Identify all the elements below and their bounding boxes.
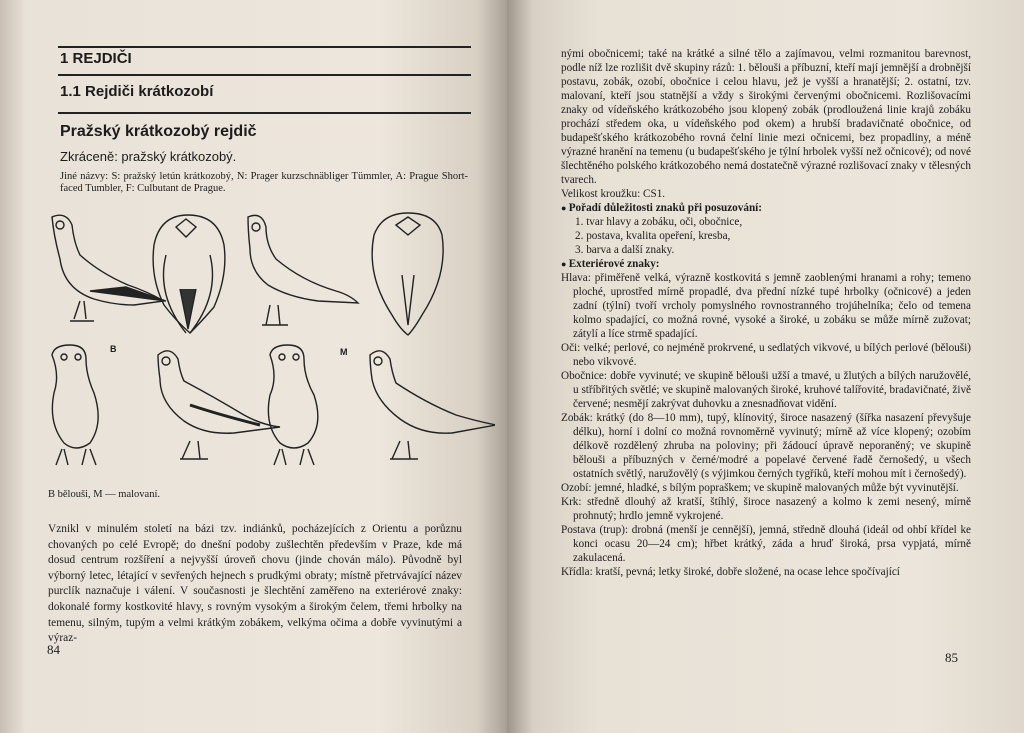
exterior-heading: ● Exteriérové znaky: <box>561 257 971 271</box>
trait-neck: Krk: středně dlouhý až kratší, štíhlý, široce nasazený a kolmo k zemi nesený, mírně prohnutý; hrdlo jemně vykrojené. <box>561 496 971 522</box>
pigeon-illustrations <box>30 205 495 475</box>
pigeon-front-2 <box>52 345 98 465</box>
trait-beak: Zobák: krátký (do 8—10 mm), tupý, klínovitý, široce nasazený (šířka nasazení převyšuje délku), horní i dolní co možná rovnoměrně vyvinutý; mírně až více klopený; ozobím délkově rozdělený zhruba na poloviny; při žádoucí úpravě neporaněný; ve skupině bělouši a příbuzných v černé/modré a popelavé červené řadě černošedý, u všech ostatních světlý, naružovělý (s výjimkou černých tygříků, kteří mohou mít i černošedý). <box>561 412 971 480</box>
ring-size: Velikost kroužku: CS1. <box>561 188 666 200</box>
figure-label-m: M <box>340 347 348 357</box>
top-rule <box>58 46 471 48</box>
order-heading: ● Pořadí důležitosti znaků při posuzování: <box>561 201 971 215</box>
short-name: Zkráceně: pražský krátkozobý. <box>60 149 237 164</box>
pigeon-front-1 <box>153 215 225 333</box>
section-heading: 1.1 Rejdiči krátkozobí <box>60 83 214 100</box>
pigeon-side-3 <box>158 351 280 459</box>
breed-title: Pražský krátkozobý rejdič <box>60 123 257 140</box>
page-number-left: 84 <box>47 642 60 657</box>
trait-eyes: Oči: velké; perlové, co nejméně prokrvené, u sedlatých vikvové, u bílých perlové (bělouši) nebo vikvové. <box>561 342 971 368</box>
trait-body: Postava (trup): drobná (menší je cennější), jemná, středně dlouhá (ideál od ohbí křídel ke konci ocasu 20—24 cm); hřbet krátký, záda a hruď široká, prsa vypjatá, mírně zakulacená. <box>561 524 971 564</box>
pigeon-back-1 <box>372 213 443 335</box>
figure-label-b: B <box>110 344 117 354</box>
figure-caption: B bělouši, M — malovaní. <box>48 489 160 500</box>
order-item: 3. barva a další znaky. <box>575 244 675 256</box>
pigeon-side-2 <box>248 215 358 325</box>
rule-3 <box>58 112 471 114</box>
chapter-heading: 1 REJDIČI <box>60 50 132 67</box>
pigeon-side-1 <box>52 215 166 321</box>
pigeon-side-4 <box>370 351 495 459</box>
trait-head: Hlava: přiměřeně velká, výrazně kostkovitá s jemně zaoblenými hranami a rohy; temeno ploché, uprostřed mírně propadlé, dva přední nízké tupé hrbolky (očnicové) a jeden zadní (týlní) tvoří vrcholy pomyslného rovnostranného trojúhelníka; čelo od temena kolmo spadající, co možná rovné, vysoké a široké, u zobáku se může mírně zužovat; zátylí a líce strmě spadající. <box>561 272 971 340</box>
body-text-left: Vznikl v minulém století na bázi tzv. indiánků, pocházejících z Orientu a porůznu chovaných po celé Evropě; do dnešní podoby zušlechtěn především v Praze, kde má dosud centrum rozšíření a nejvyšší úroveň chovu (jinde chován málo). Původně byl výborný letec, létající v sevřených hejnech s prudkými obraty; místně přetrvávající název purclík naznačuje i válení. V současnosti je šlechtění zaměřeno na exteriérové znaky: dokonalé formy kostkovité hlavy, s rovným vysokým a širokým čelem, třemi hrbolky na temenu, silným, tupým a velmi krátkým zobákem, velkýma očima a dobře vyvinutými a výraz- <box>48 523 462 645</box>
right-page <box>507 0 1024 733</box>
pigeon-front-3 <box>268 345 317 465</box>
other-names: Jiné názvy: S: pražský letún krátkozobý, N: Prager kurzschnäbliger Tümmler, A: Prague Short-faced Tumbler, F: Culbutant de Prague. <box>60 171 468 194</box>
left-page <box>0 0 507 733</box>
right-text-column <box>561 47 971 579</box>
order-item: 1. tvar hlavy a zobáku, oči, obočnice, <box>575 216 743 228</box>
intro-paragraph: nými obočnicemi; také na krátké a silné tělo a zajímavou, velmi rozmanitou barevnost, podle níž lze rozlišit dvě skupiny rázů: 1. bělouši a příbuzní, kteří mají jemnější a drobnější postavu, zobák, ozobí, obočnice i celou hlavu, jež je vyšší a hranatější; 2. ostatní, tzv. malovaní, kteří jsou statnější a vždy s širokými červenými obočnicemi. Rozlišovacími znaky od vídeňského krátkozobého jsou klopený zobák (prodloužená linie krajů zobáku prochází středem oka, u vídeňského pod okem) a hrubší bradavičnaté obočnice, od budapešťského krátkozobého rovná čelní linie mezi očnicemi, bez propadliny, a méně výrazné hranění na temenu (u budapešťského je týlní hrbolek vyšší než očnicové); od nové šlechtěného polského krátkozobého nemá dostatečně výrazné rozlišovací znaky v tělesných tvarech. <box>561 48 971 186</box>
trait-wattle: Ozobí: jemné, hladké, s bílým popraškem; ve skupině malovaných může být vyvinutější. <box>561 482 959 494</box>
trait-wings: Křídla: kratší, pevná; letky široké, dobře složené, na ocase lehce spočívající <box>561 566 900 578</box>
rule-2 <box>58 74 471 76</box>
trait-ceres: Obočnice: dobře vyvinuté; ve skupině bělouši užší a tmavé, u žlutých a bílých naružovělé, u stříbřitých světlé; ve skupině malovaných široké, kruhové talířovité, bradavičnaté, živě červené; nesmějí zakrývat duhovku a znesnadňovat vidění. <box>561 370 971 410</box>
order-item: 2. postava, kvalita opeření, kresba, <box>575 230 731 242</box>
page-number-right: 85 <box>945 650 958 665</box>
